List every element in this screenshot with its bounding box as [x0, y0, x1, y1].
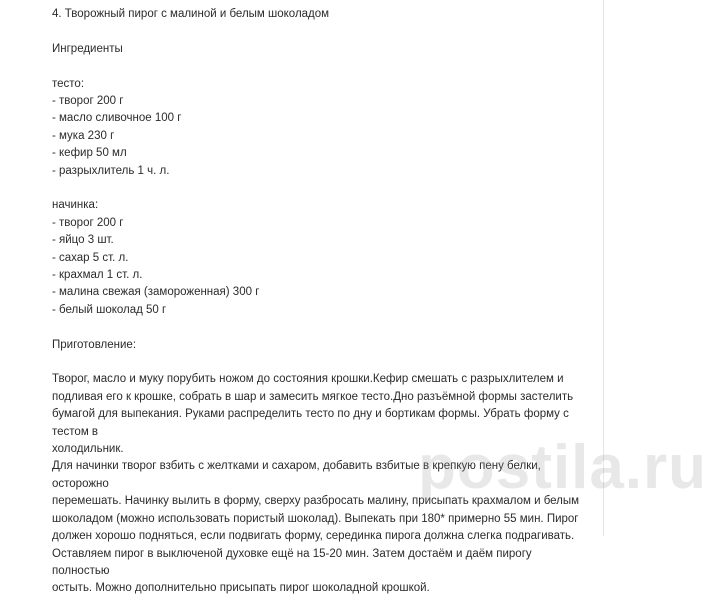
preparation-line: Творог, масло и муку порубить ножом до состояния крошки.Кефир смешать с разрыхлителем и [52, 373, 564, 386]
filling-item: - яйцо 3 шт. [52, 234, 114, 247]
filling-item: - малина свежая (замороженная) 300 г [52, 286, 260, 299]
filling-item: - сахар 5 ст. л. [52, 251, 129, 264]
watermark: postila.ru [418, 433, 707, 502]
ingredients-heading: Ингредиенты [52, 42, 123, 55]
preparation-line: должен хорошо подняться, если подвигать форму, серединка пирога должна слегка подрагивать. [52, 530, 575, 543]
filling-item: - творог 200 г [52, 216, 124, 229]
preparation-line: шоколадом (можно использовать пористый шоколад). Выпекать при 180* примерно 55 мин. Пирог [52, 512, 579, 525]
dough-item: - кефир 50 мл [52, 147, 127, 160]
dough-item: - мука 230 г [52, 129, 115, 142]
preparation-line: подливая его к крошке, собрать в шар и замесить мягкое тесто.Дно разъёмной формы застелить [52, 390, 574, 403]
preparation-line: перемешать. Начинку вылить в форму, сверху разбросать малину, присыпать крахмалом и белым [52, 495, 580, 508]
dough-item: - творог 200 г [52, 95, 124, 107]
filling-heading: начинка: [52, 199, 99, 212]
preparation-heading: Приготовление: [52, 338, 137, 351]
preparation-line: остыть. Можно дополнительно присыпать пирог шоколадной крошкой. [52, 582, 430, 595]
recipe-text [52, 6, 592, 598]
preparation-line: бумагой для выпекания. Руками распределить тесто по дну и бортикам формы. Убрать форму с тестом в [52, 408, 569, 438]
preparation-line: Для начинки творог взбить с желтками и сахаром, добавить взбитые в крепкую пену белки, осторожно [52, 460, 541, 490]
filling-item: - белый шоколад 50 г [52, 303, 167, 316]
recipe-title: 4. Творожный пирог с малиной и белым шоколадом [52, 8, 330, 20]
dough-heading: тесто: [52, 77, 85, 90]
preparation-line: холодильник. [52, 443, 124, 456]
dough-item: - разрыхлитель 1 ч. л. [52, 164, 170, 177]
column-divider [603, 0, 604, 536]
preparation-line: Оставляем пирог в выключеной духовке ещё на 15-20 мин. Затем достаём и даём пирогу полностью [52, 547, 532, 577]
filling-item: - крахмал 1 ст. л. [52, 269, 143, 282]
dough-item: - масло сливочное 100 г [52, 112, 182, 125]
